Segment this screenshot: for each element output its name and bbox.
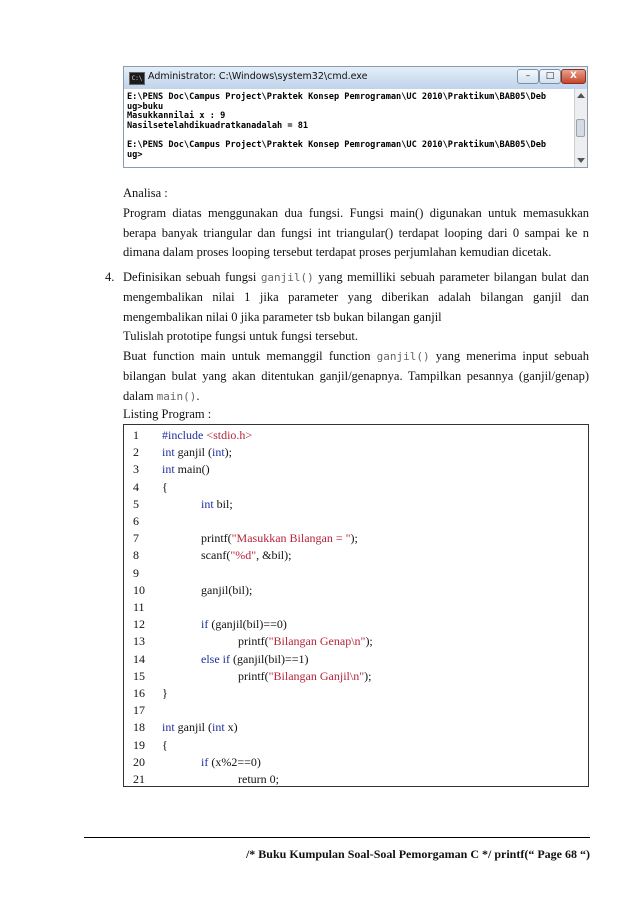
question-paragraph-1 [123, 268, 589, 327]
code-string: <stdio.h> [206, 428, 253, 442]
code-text [162, 443, 232, 462]
code-text [162, 736, 168, 755]
code-token: bil; [213, 496, 233, 511]
minimize-button[interactable]: – [517, 69, 539, 84]
code-token: ganjil ( [174, 445, 212, 460]
code-keyword: int [162, 720, 175, 735]
code-string: "Masukkan Bilangan = " [231, 531, 351, 546]
question-paragraph-2: Tulislah prototipe fungsi untuk fungsi tersebut. [123, 329, 358, 344]
line-number: 21 [133, 772, 145, 786]
code-keyword: else if [201, 651, 230, 666]
code-line [124, 701, 588, 720]
console-window [123, 66, 588, 168]
maximize-button[interactable]: □ [539, 69, 561, 84]
line-number: 7 [133, 531, 139, 546]
question-number: 4. [105, 270, 115, 284]
code-line [124, 770, 588, 789]
line-number: 8 [133, 548, 139, 563]
console-line: E:\PENS Doc\Campus Project\Praktek Konsep Pemrograman\UC 2010\Praktikum\BAB05\Deb [127, 139, 547, 150]
console-title-bar [124, 67, 587, 90]
analisa-section [123, 184, 589, 263]
line-number: 11 [133, 600, 145, 614]
inline-code: ganjil() [376, 350, 430, 364]
code-line [124, 512, 588, 531]
code-token: (x%2==0) [208, 754, 261, 769]
console-scrollbar[interactable] [574, 89, 587, 167]
analisa-text: Program diatas menggunakan dua fungsi. Fungsi main() digunakan untuk memasukkan berapa banyak triangular dan fungsi int triangular() terdapat looping dari 0 sampai ke n dimana dalam proses looping tersebut terdapat proses perjumlahan kemudian dicetak. [123, 205, 589, 260]
code-token: main() [174, 462, 210, 477]
code-line [124, 684, 588, 703]
console-output [124, 89, 575, 167]
code-token: (ganjil(bil)==1) [230, 651, 309, 666]
console-title: Administrator: C:\Windows\system32\cmd.exe [148, 71, 368, 82]
line-number: 12 [133, 617, 145, 632]
code-line [124, 495, 588, 514]
code-text [162, 718, 238, 737]
code-line [124, 546, 588, 565]
question-paragraph-3 [123, 347, 589, 406]
analisa-label: Analisa : [123, 186, 168, 200]
line-number: 14 [133, 651, 145, 666]
code-token: (ganjil(bil)==0) [208, 617, 287, 632]
question-body [123, 268, 589, 407]
console-line: ug> [127, 149, 143, 160]
console-line: Masukkannilai x : 9 [127, 111, 226, 122]
code-line [124, 632, 588, 651]
question-text: yang memilliki sebuah parameter bilangan bulat dan mengembalikan nilai 1 jika parameter yang diberikan adalah bilangan ganjil dan mengembalikan nilai 0 jika parameter tsb bukan bilangan ganjil [123, 270, 590, 324]
code-text [162, 684, 168, 703]
code-text [201, 650, 309, 669]
code-keyword: int [162, 445, 175, 460]
line-number: 2 [133, 445, 139, 460]
code-text [162, 460, 210, 479]
code-token: ); [350, 531, 358, 546]
code-token: return 0; [238, 772, 279, 786]
line-number: 16 [133, 686, 145, 700]
code-text [238, 770, 279, 789]
line-number: 10 [133, 582, 145, 597]
line-number: 1 [133, 428, 139, 442]
listing-label: Listing Program : [123, 407, 212, 421]
code-keyword: if [201, 617, 209, 632]
code-line [124, 736, 588, 755]
code-text [201, 529, 358, 548]
close-button[interactable]: X [561, 69, 586, 84]
code-text [201, 581, 252, 600]
code-text [201, 615, 287, 634]
scroll-thumb[interactable] [576, 119, 585, 137]
code-text [201, 495, 233, 514]
line-number: 19 [133, 737, 145, 752]
code-line [124, 615, 588, 634]
scroll-down-icon[interactable] [577, 158, 585, 163]
code-keyword: int [212, 445, 225, 460]
console-line: Nasilsetelahdikuadratkanadalah = 81 [127, 120, 309, 131]
code-line [124, 478, 588, 497]
line-number: 5 [133, 496, 139, 511]
code-line [124, 443, 588, 462]
code-token: ganjil ( [174, 720, 212, 735]
code-token: ); [224, 445, 233, 460]
console-icon: C:\ [129, 72, 145, 85]
code-token: printf( [238, 668, 269, 683]
code-keyword: int [212, 720, 225, 735]
inline-code: main() [156, 389, 197, 403]
code-line [124, 426, 588, 445]
line-number: 17 [133, 703, 145, 718]
code-token: printf( [201, 531, 232, 546]
line-number: 18 [133, 720, 145, 735]
code-string: "%d" [230, 548, 257, 563]
code-keyword: int [162, 462, 175, 477]
question-text: Buat function main untuk memanggil function [123, 349, 377, 364]
console-line: E:\PENS Doc\Campus Project\Praktek Konsep Pemrograman\UC 2010\Praktikum\BAB05\Deb [127, 92, 547, 102]
code-token: scanf( [201, 548, 231, 563]
code-text [162, 426, 252, 445]
code-listing [123, 424, 589, 787]
code-token: ganjil(bil); [201, 582, 253, 597]
code-line [124, 650, 588, 669]
line-number: 13 [133, 634, 145, 649]
line-number: 4 [133, 479, 139, 494]
code-text [201, 753, 261, 772]
scroll-up-icon[interactable] [577, 93, 585, 98]
code-line [124, 753, 588, 772]
code-keyword: int [201, 496, 214, 511]
code-line [124, 718, 588, 737]
code-text [238, 667, 371, 686]
console-line: ug>buku [127, 101, 164, 112]
code-line [124, 460, 588, 479]
code-line [124, 581, 588, 600]
code-string: "Bilangan Genap\n" [268, 634, 366, 649]
code-keyword: if [201, 754, 209, 769]
code-token: ); [365, 634, 373, 649]
line-number: 20 [133, 754, 145, 769]
code-token: { [162, 479, 168, 494]
footer-divider [84, 837, 590, 838]
code-token: , &bil); [256, 548, 292, 563]
code-token: x) [224, 720, 238, 735]
code-string: "Bilangan Ganjil\n" [268, 668, 365, 683]
line-number: 15 [133, 668, 145, 683]
line-number: 9 [133, 565, 139, 580]
code-line [124, 529, 588, 548]
code-text [162, 478, 168, 497]
code-keyword: #include [162, 428, 207, 442]
question-text: . [196, 388, 200, 403]
code-token: printf( [238, 634, 269, 649]
code-token: ); [364, 668, 372, 683]
question-text: yang menerima input sebuah bilangan bulat yang akan ditentukan ganjil/genapnya. Tampilkan pesannya (ganjil/genap) dalam [123, 349, 589, 403]
code-text [201, 546, 291, 565]
question-text: Definisikan sebuah fungsi [123, 270, 261, 284]
line-number: 6 [133, 514, 139, 528]
code-text [238, 632, 373, 651]
code-token: { [162, 737, 168, 752]
code-token: } [162, 686, 168, 700]
inline-code: ganjil() [260, 271, 314, 284]
page-footer: /* Buku Kumpulan Soal-Soal Pemorgaman C */ printf(“ Page 68 “) [245, 847, 590, 861]
code-line [124, 564, 588, 583]
code-line [124, 667, 588, 686]
line-number: 3 [133, 462, 139, 477]
code-line [124, 598, 588, 617]
